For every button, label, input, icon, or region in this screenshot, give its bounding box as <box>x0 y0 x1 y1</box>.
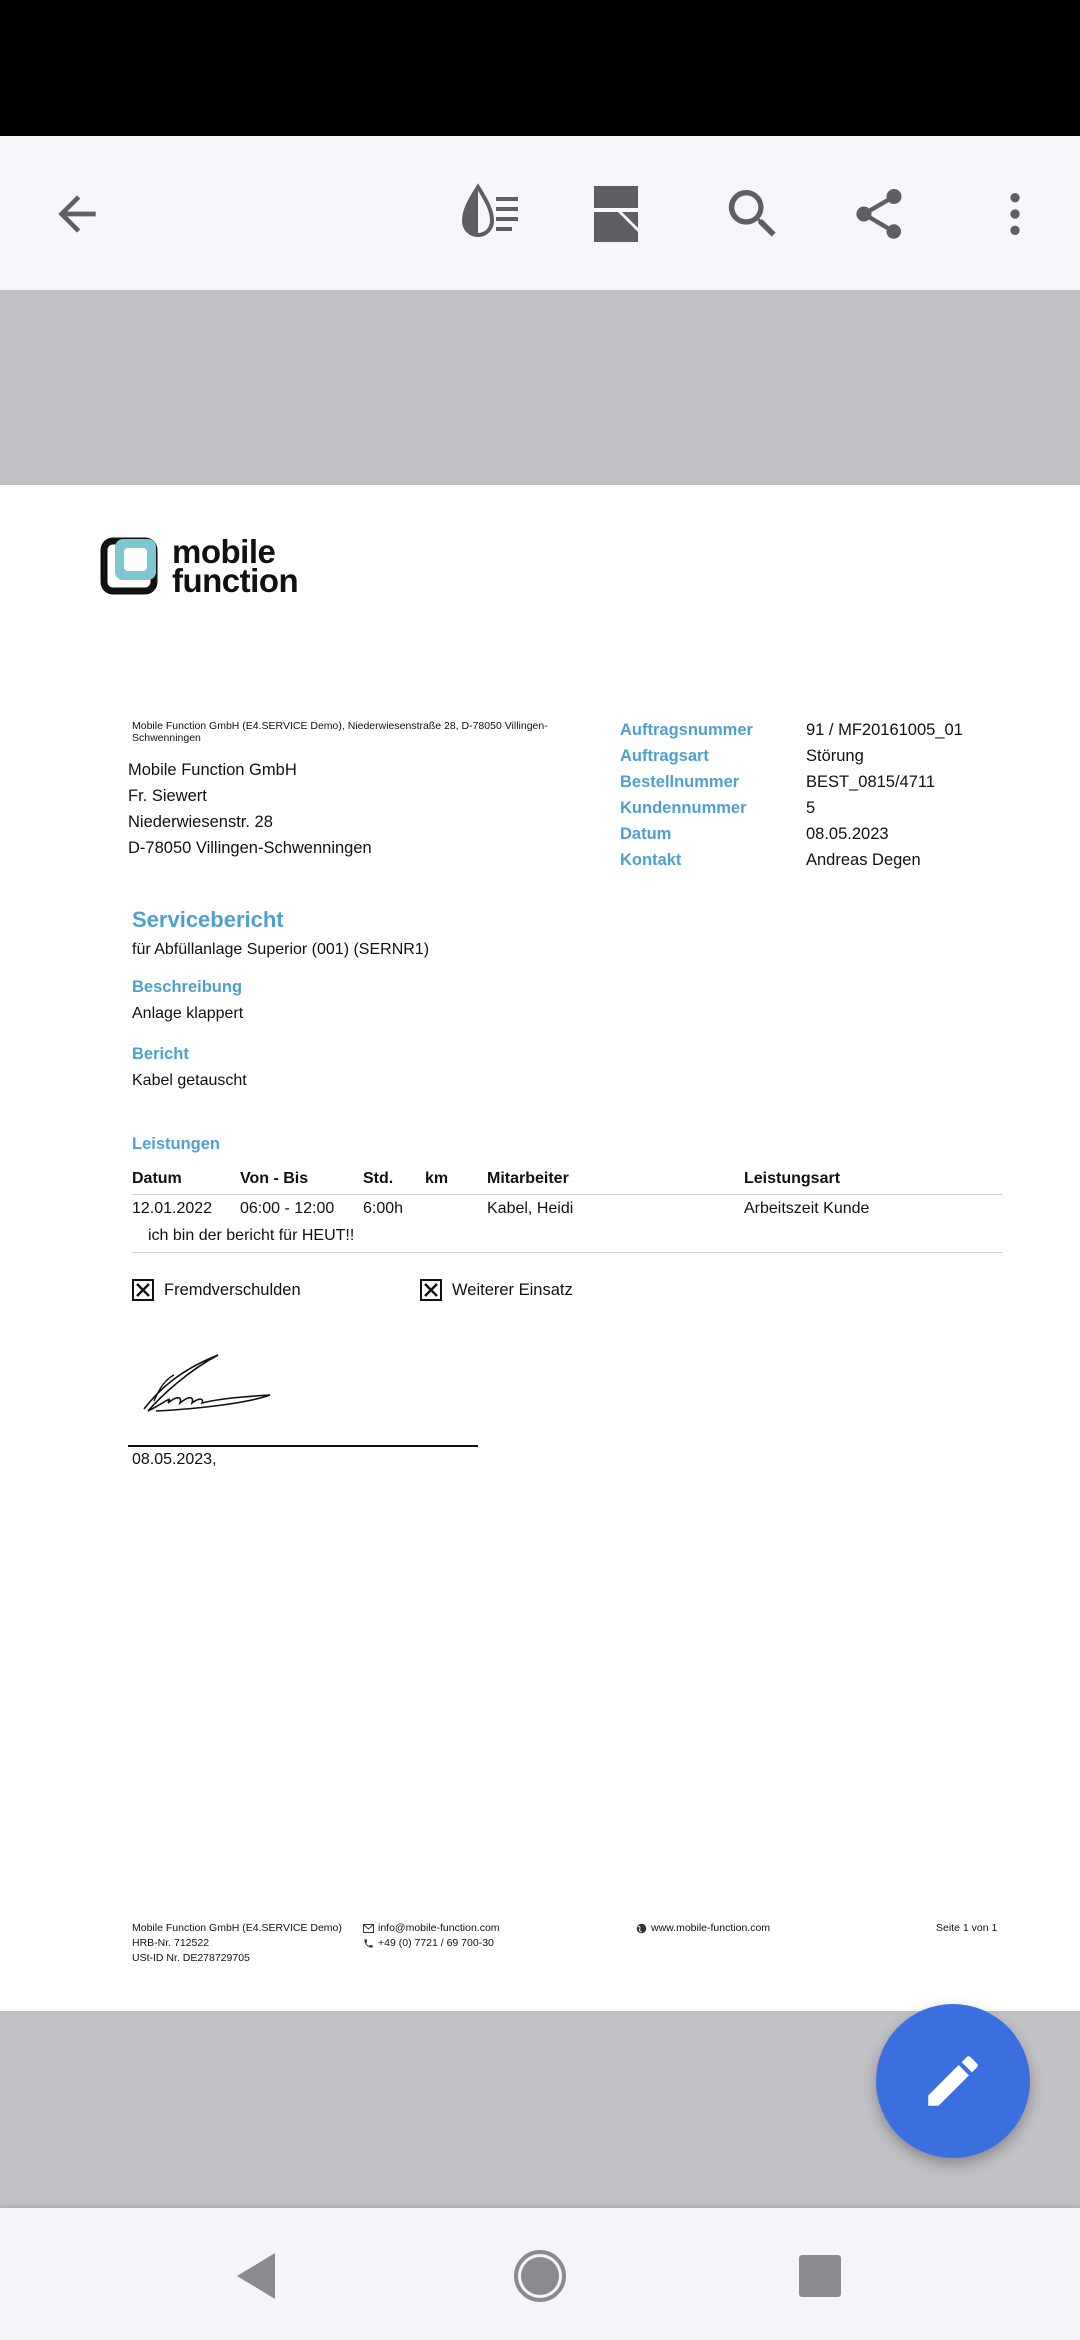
nav-recents-icon <box>797 2253 843 2299</box>
footer-phone-row <box>363 1936 500 1951</box>
edit-pencil-icon <box>920 2048 986 2114</box>
top-toolbar <box>0 136 1080 290</box>
search-button[interactable] <box>708 169 798 259</box>
meta-key: Kontakt <box>620 851 682 869</box>
meta-row <box>620 717 963 743</box>
page-view-icon <box>590 182 646 246</box>
meta-value: 08.05.2023 <box>806 825 889 843</box>
company-logo <box>100 533 299 599</box>
phone-icon <box>363 1938 374 1949</box>
bericht-heading: Bericht <box>132 1045 189 1063</box>
bericht-text: Kabel getauscht <box>132 1072 247 1089</box>
signature-line <box>128 1445 478 1447</box>
beschreibung-heading: Beschreibung <box>132 978 243 996</box>
footer-phone: +49 (0) 7721 / 69 700-30 <box>378 1937 494 1949</box>
table-cell: Arbeitszeit Kunde <box>744 1200 870 1217</box>
meta-value: Störung <box>806 747 864 765</box>
footer-company-name: Mobile Function GmbH (E4.SERVICE Demo) <box>132 1922 342 1934</box>
reading-mode-button[interactable] <box>444 169 534 259</box>
checkbox-fremdverschulden <box>132 1279 301 1301</box>
share-icon <box>849 184 909 244</box>
table-cell: Kabel, Heidi <box>487 1200 574 1217</box>
sender-line: Mobile Function GmbH (E4.SERVICE Demo), Niederwiesenstraße 28, D-78050 Villingen-Schwenningen <box>132 720 548 744</box>
table-row <box>132 1195 1002 1225</box>
checkbox-weiterer-einsatz <box>420 1279 573 1301</box>
meta-row <box>620 743 963 769</box>
meta-key: Kundennummer <box>620 799 747 817</box>
pdf-page <box>0 485 1080 2011</box>
signature-image <box>138 1351 278 1421</box>
meta-row <box>620 821 963 847</box>
meta-key: Datum <box>620 825 672 843</box>
checked-box-icon <box>132 1279 154 1301</box>
footer-email-row <box>363 1921 500 1936</box>
document-title: Servicebericht <box>132 907 284 932</box>
address-line: Fr. Siewert <box>128 787 207 805</box>
meta-value: Andreas Degen <box>806 851 921 869</box>
nav-home-button[interactable] <box>490 2226 590 2326</box>
footer-web-row <box>636 1921 770 1936</box>
address-line: Mobile Function GmbH <box>128 761 297 779</box>
footer-company <box>132 1921 342 1966</box>
footer-ustid: USt-ID Nr. DE278729705 <box>132 1952 250 1964</box>
more-options-button[interactable] <box>970 169 1060 259</box>
edit-fab-button[interactable] <box>876 2004 1030 2158</box>
footer-email: info@mobile-function.com <box>378 1922 500 1934</box>
recipient-address <box>128 757 372 861</box>
system-navigation-bar <box>0 2208 1080 2340</box>
footer-contact <box>363 1921 500 1951</box>
table-row-note: ich bin der bericht für HEUT!! <box>132 1225 1002 1253</box>
footer-hrb: HRB-Nr. 712522 <box>132 1937 210 1949</box>
address-line: D-78050 Villingen-Schwenningen <box>128 839 372 857</box>
globe-icon <box>636 1923 647 1934</box>
meta-value: 91 / MF20161005_01 <box>806 721 963 739</box>
share-button[interactable] <box>834 169 924 259</box>
logo-text-line1: mobile <box>172 533 276 570</box>
meta-key: Auftragsnummer <box>620 721 753 739</box>
leistungen-heading: Leistungen <box>132 1135 221 1153</box>
leistungen-table <box>132 1165 1002 1253</box>
logo-mark-icon <box>100 537 158 595</box>
table-header-cell: Datum <box>132 1170 182 1187</box>
table-header-cell: Von - Bis <box>240 1170 309 1187</box>
beschreibung-text: Anlage klappert <box>132 1005 244 1022</box>
nav-back-button[interactable] <box>206 2226 306 2326</box>
table-cell: 12.01.2022 <box>132 1200 213 1217</box>
meta-key: Auftragsart <box>620 747 709 765</box>
address-line: Niederwiesenstr. 28 <box>128 813 273 831</box>
document-subtitle: für Abfüllanlage Superior (001) (SERNR1) <box>132 941 430 958</box>
nav-back-icon <box>231 2249 281 2303</box>
signature-date: 08.05.2023, <box>132 1451 217 1468</box>
arrow-back-icon <box>49 186 105 242</box>
checked-box-icon <box>420 1279 442 1301</box>
footer-page-number: Seite 1 von 1 <box>936 1922 998 1934</box>
table-header-cell: Leistungsart <box>744 1170 841 1187</box>
meta-value: BEST_0815/4711 <box>806 773 936 791</box>
back-button[interactable] <box>32 169 122 259</box>
order-meta <box>620 717 963 873</box>
page-view-button[interactable] <box>573 169 663 259</box>
pdf-viewer[interactable] <box>0 290 1080 2208</box>
checkbox-label: Fremdverschulden <box>164 1280 301 1299</box>
meta-row <box>620 769 963 795</box>
footer-website: www.mobile-function.com <box>651 1922 771 1934</box>
footer-web <box>636 1921 770 1936</box>
checkbox-label: Weiterer Einsatz <box>452 1280 573 1299</box>
meta-row <box>620 847 963 873</box>
meta-value: 5 <box>806 799 816 817</box>
nav-home-icon <box>512 2248 568 2304</box>
nav-recents-button[interactable] <box>770 2226 870 2326</box>
table-header-cell: Std. <box>363 1170 394 1187</box>
meta-row <box>620 795 963 821</box>
table-cell: 06:00 - 12:00 <box>240 1200 335 1217</box>
meta-key: Bestellnummer <box>620 773 740 791</box>
more-vert-icon <box>987 186 1043 242</box>
table-header-cell: Mitarbeiter <box>487 1170 569 1187</box>
table-header-row <box>132 1165 1002 1195</box>
mail-icon <box>363 1924 374 1933</box>
table-cell: 6:00h <box>363 1200 404 1217</box>
search-icon <box>721 182 785 246</box>
reading-mode-icon <box>454 179 524 249</box>
logo-text-line2: function <box>172 562 299 599</box>
table-header-cell: km <box>425 1170 449 1187</box>
status-bar <box>0 0 1080 136</box>
